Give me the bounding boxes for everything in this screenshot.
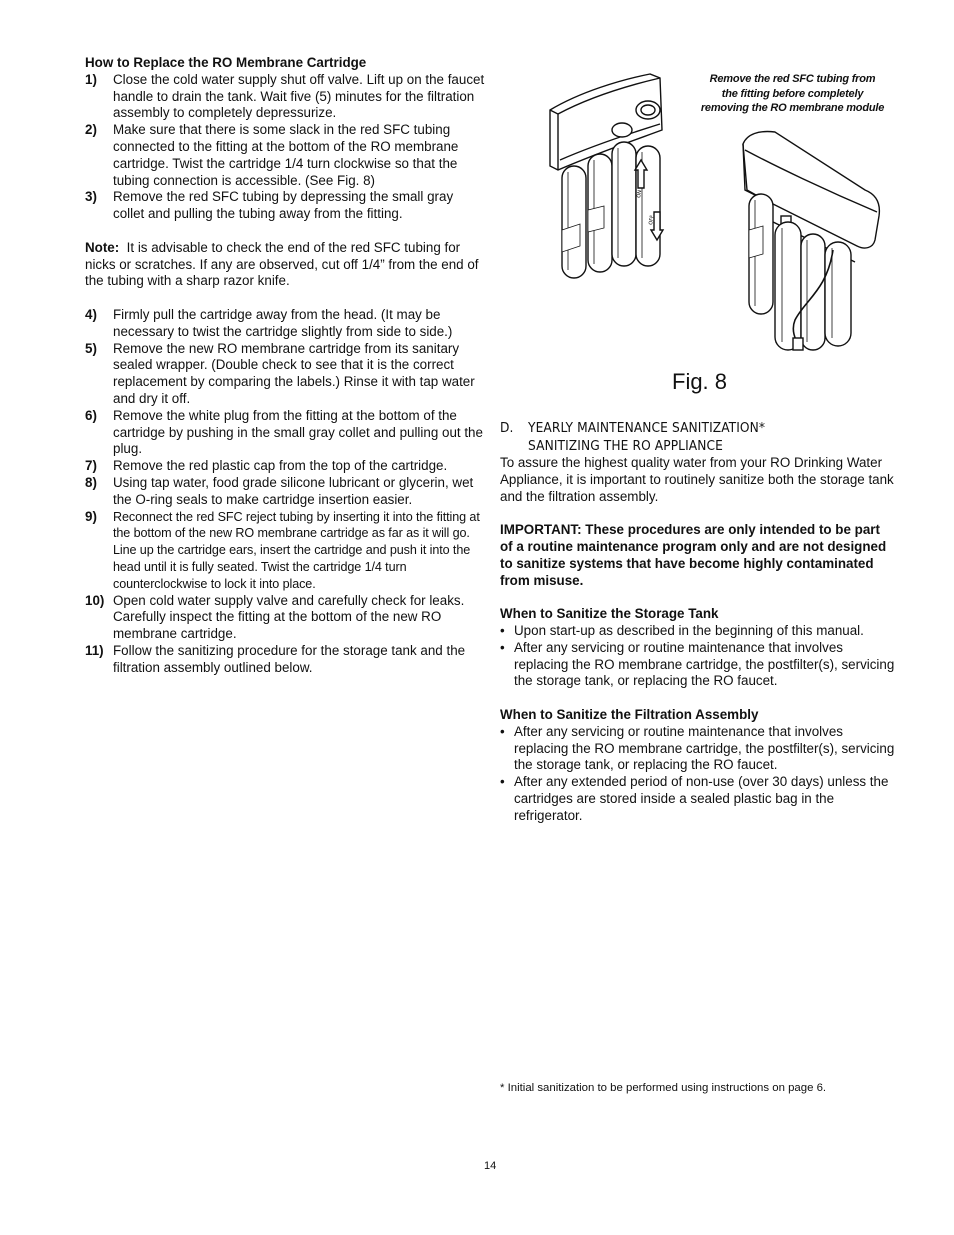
ro-assembly-twisted-illustration (540, 70, 690, 285)
footnote: * Initial sanitization to be performed using instructions on page 6. (500, 1082, 827, 1094)
section-title: D. YEARLY MAINTENANCE SANITIZATION* SANITIZING THE RO APPLIANCE (500, 420, 766, 454)
list-item: • After any servicing or routine maintenance that involves replacing the RO membrane cartridge, the postfilter(s), servicing the storage tank, or replacing the RO faucet. (500, 723, 895, 773)
list-item: 2) Make sure that there is some slack in the red SFC tubing connected to the fitting at the bottom of the RO membrane cartridge. Twist the cartridge 1/4 turn clockwise so that the tubing connection is accessible. (See Fig. 8) (85, 122, 459, 188)
page-number: 14 (484, 1160, 497, 1172)
left-column (85, 55, 485, 676)
steps-b (85, 307, 485, 677)
note-label: Note: (85, 239, 120, 255)
list-item: 10) Open cold water supply valve and carefully check for leaks. Carefully inspect the fitting at the bottom of the new RO membrane cartridge. (85, 592, 465, 642)
list-item: 1) Close the cold water supply shut off valve. Lift up on the faucet handle to drain the tank. Wait five (5) minutes for the filtration assembly to completely depressurize. (85, 71, 485, 121)
list-item: 7) Remove the red plastic cap from the top of the cartridge. (85, 458, 448, 474)
ro-assembly-tubing-illustration (735, 130, 885, 355)
list-item: • Upon start-up as described in the beginning of this manual. (500, 622, 864, 638)
note-text: It is advisable to check the end of the red SFC tubing for nicks or scratches. If any are observed, cut off 1/4” from the end of the tubing with a sharp razor knife. (85, 239, 479, 289)
list-item: 9) Reconnect the red SFC reject tubing by inserting it into the fitting at the bottom of the new RO membrane cartridge as far as it will go. Line up the cartridge ears, insert the cartridge and push it into the head until it is fully seated. Twist the cartridge 1/4 turn counterclockwise to lock it into place. (85, 508, 480, 591)
assembly-heading: When to Sanitize the Filtration Assembly (500, 706, 759, 722)
figure-caption: Remove the red SFC tubing from the fitting before completely removing the RO membrane module (700, 73, 885, 114)
tank-heading: When to Sanitize the Storage Tank (500, 606, 719, 622)
replace-heading: How to Replace the RO Membrane Cartridge (85, 55, 367, 70)
list-item: • After any extended period of non-use (over 30 days) unless the cartridges are stored inside a sealed plastic bag in the refrigerator. (500, 774, 889, 823)
important-paragraph: IMPORTANT: These procedures are only intended to be part of a routine maintenance program only and are not designed to sanitize systems that have become highly contaminated from misuse. (500, 522, 887, 588)
figure-label: Fig. 8 (672, 369, 728, 394)
note-paragraph (85, 240, 485, 290)
list-item: 6) Remove the white plug from the fitting at the bottom of the cartridge by pushing in the small gray collet and pulling out the plug. (85, 407, 483, 457)
list-item: 8) Using tap water, food grade silicone lubricant or glycerin, wet the O-ring seals to make cartridge insertion easier. (85, 474, 474, 507)
list-item: 3) Remove the red SFC tubing by depressing the small gray collet and pulling the tubing away from the fitting. (85, 189, 454, 222)
steps-a (85, 72, 485, 223)
off-arrow-label: OFF (648, 214, 656, 226)
list-item: 11) Follow the sanitizing procedure for the storage tank and the filtration assembly outlined below. (85, 642, 466, 675)
intro-paragraph: To assure the highest quality water from your RO Drinking Water Appliance, it is important to routinely sanitize both the storage tank and the filtration assembly. (500, 455, 894, 504)
on-arrow-label: ON (636, 189, 644, 199)
list-item: • After any servicing or routine maintenance that involves replacing the RO membrane cartridge, the postfilter(s), servicing the storage tank, or replacing the RO faucet. (500, 639, 895, 689)
list-item: 4) Firmly pull the cartridge away from the head. (It may be necessary to twist the cartridge slightly from side to side.) (85, 306, 453, 339)
list-item: 5) Remove the new RO membrane cartridge from its sanitary sealed wrapper. (Double check to see that it is the correct replacement by comparing the labels.) Rinse it with tap water and dry it off. (85, 340, 475, 406)
right-column (500, 419, 895, 825)
